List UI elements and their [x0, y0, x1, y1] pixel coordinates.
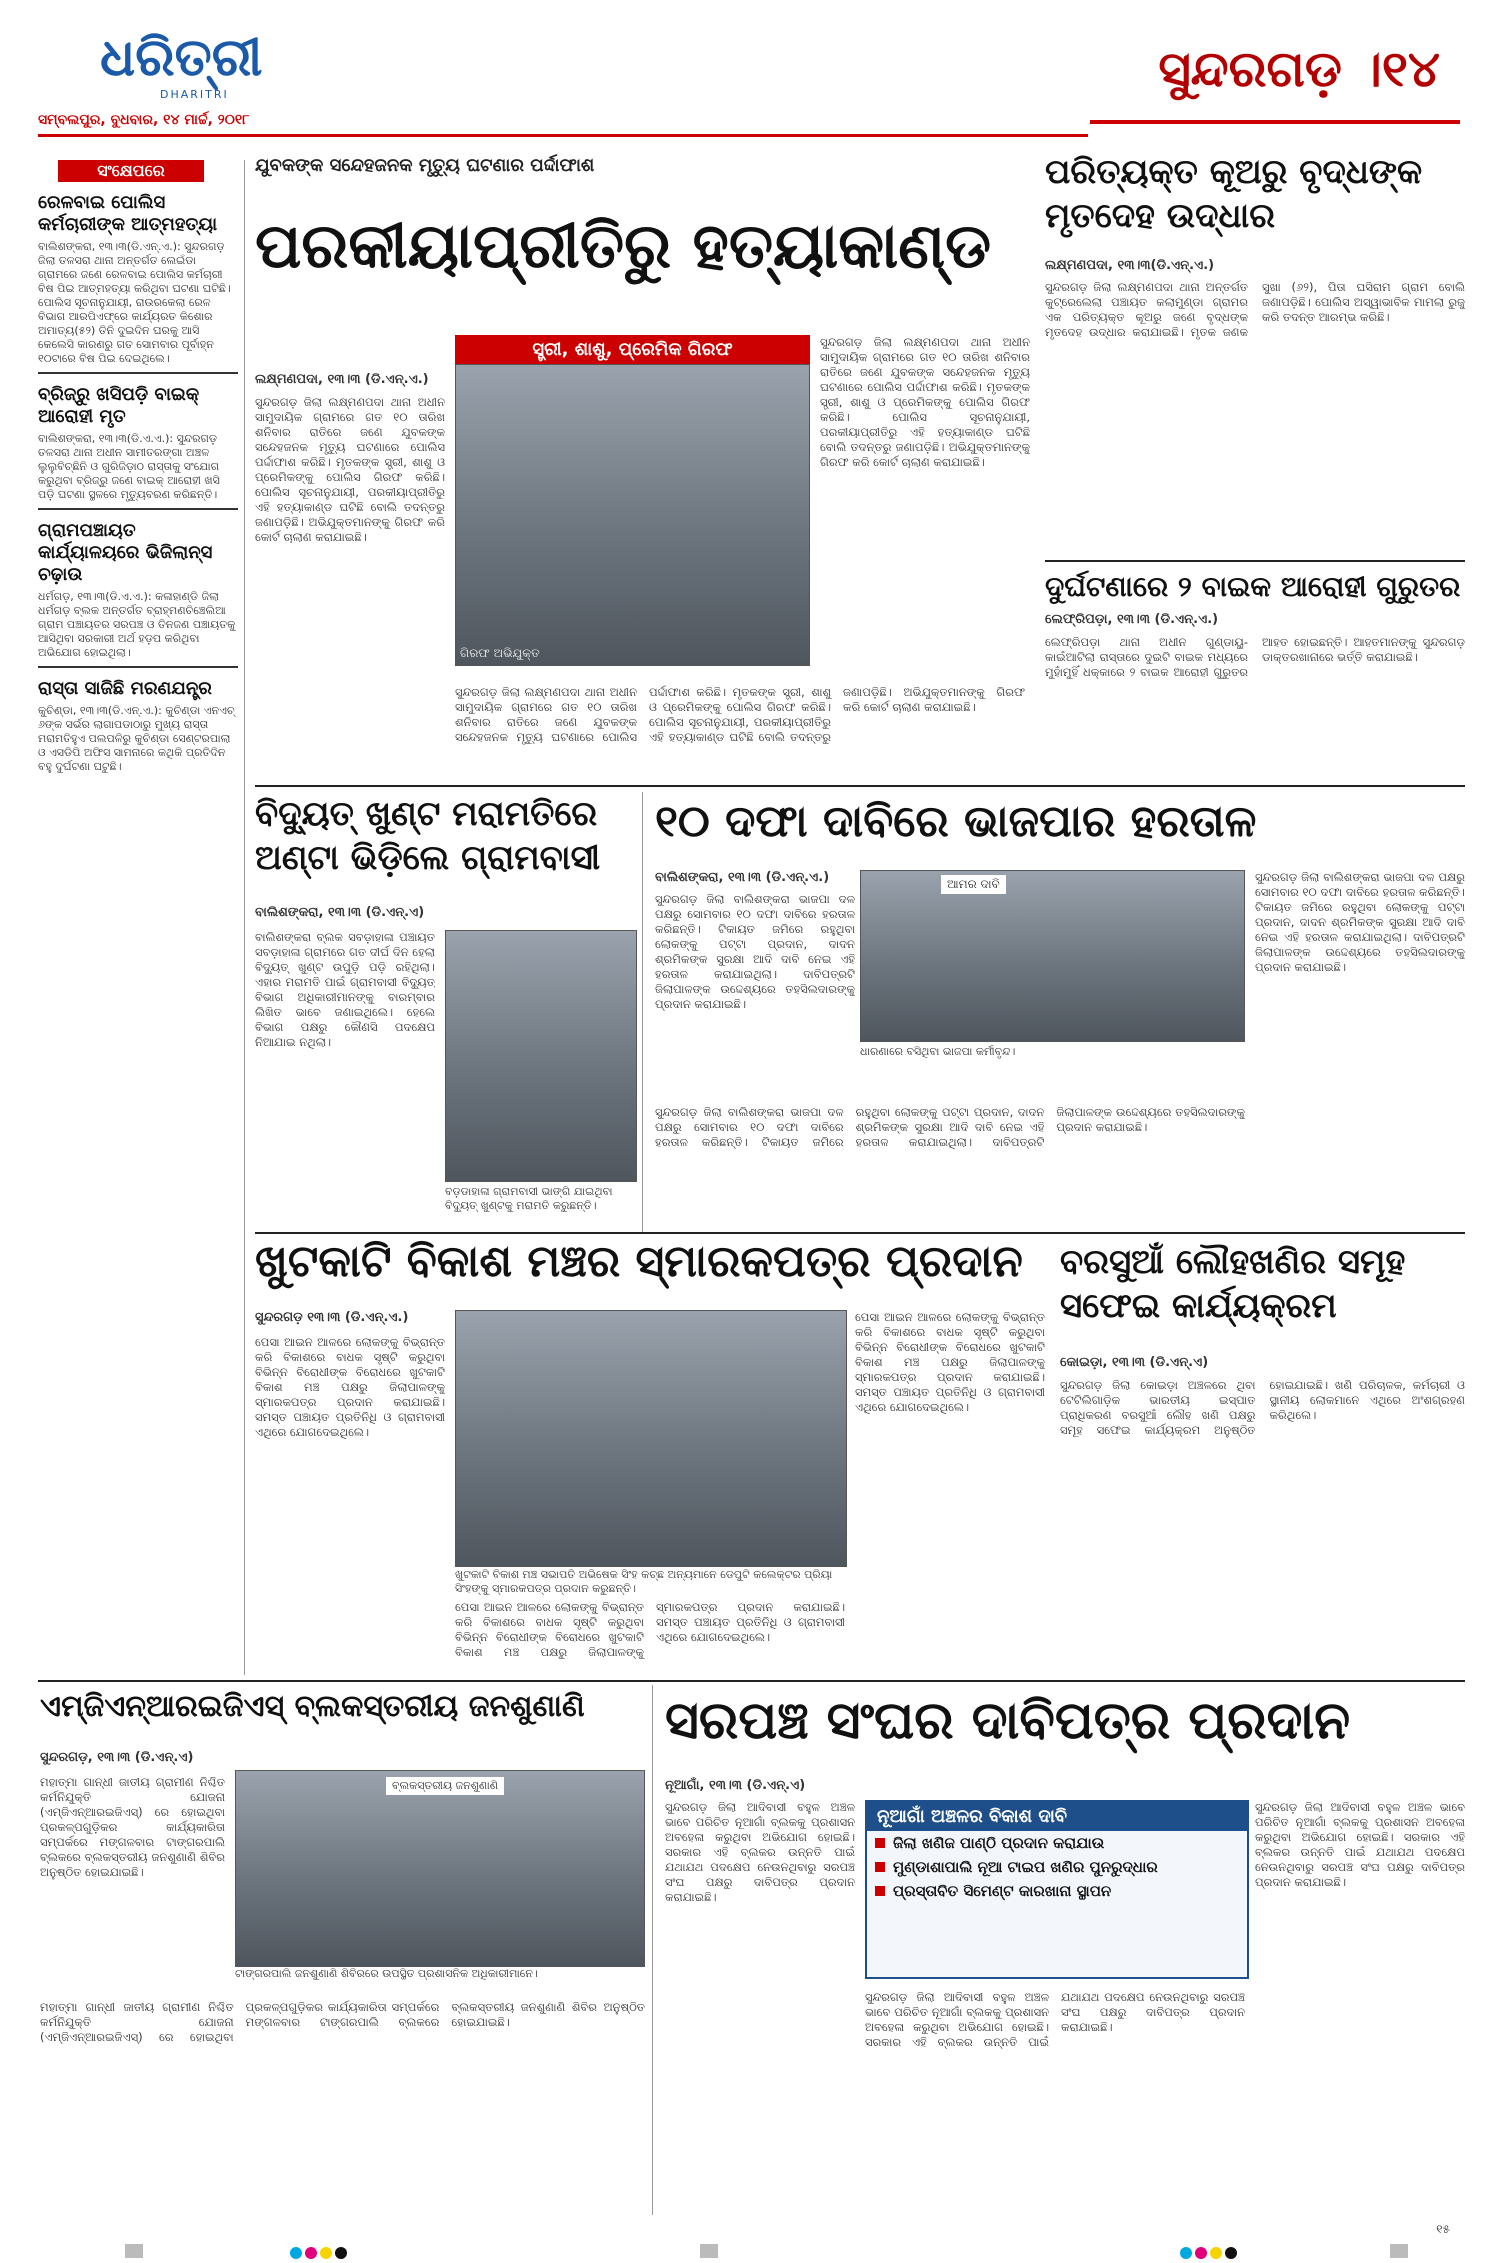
brief-text: କୁଚିଣ୍ଡା, ୧୩।୩(ଡି.ଏନ୍.ଏ.): କୁଚିଣ୍ଡା ଏନଏଚ୍ ୬ଙ୍କ ସର୍ଭର ଲାଗାପଡାଠାରୁ ମୁଖ୍ୟ ରାସ୍ତା ମରାମତିହୁଏ ପଲପଳିରୁ କୁଚିଣ୍ଡା ସେଣ୍ଟରପାଲା ଓ ଏସଡିପି ଅଫିସ ସାମନାରେ କଥିକି ପ୍ରତିଦିନ ବହୁ ଦୁର୍ଘଟଣା ଘଟୁଛି।	[38, 704, 235, 773]
story5-photo-caption: ଧାରଣାରେ ବସିଥିବା ଭାଜପା କର୍ମୀବୃନ୍ଦ।	[860, 1045, 1016, 1058]
divider	[255, 785, 1465, 787]
black-dot	[1225, 2247, 1237, 2259]
story5-photo-block	[860, 870, 1245, 1050]
lead-photo-block	[455, 335, 810, 675]
divider	[38, 508, 238, 510]
divider	[38, 1680, 1465, 1682]
story6-body-right: ପେସା ଆଇନ ଆଳରେ ଲୋକଙ୍କୁ ବିଭ୍ରାନ୍ତ କରି ବିକାଶରେ ବାଧକ ସୃଷ୍ଟି କରୁଥିବା ବିଭିନ୍ନ ବିରୋଧୀଙ୍କ ବିରୋଧରେ ଖୁଟକାଟି ବିକାଶ ମଞ୍ଚ ପକ୍ଷରୁ ଜିଲାପାଳଙ୍କୁ ସ୍ମାରକପତ୍ର ପ୍ରଦାନ କରାଯାଇଛି। ସମସ୍ତ ପଞ୍ଚାୟତ ପ୍ରତିନିଧି ଓ ଗ୍ରାମବାସୀ ଏଥିରେ ଯୋଗଦେଇଥିଲେ।	[855, 1310, 1045, 1414]
demand-item	[867, 1831, 1247, 1855]
lead-body: ସୁନ୍ଦରଗଡ଼ ଜିଲା ଲକ୍ଷ୍ମଣପଦା ଥାନା ଅଧୀନ ସାମୁଦାୟିକ ଗ୍ରାମରେ ଗତ ୧୦ ତାରିଖ ଶନିବାର ରାତିରେ ଜଣେ ଯୁବକଙ୍କ ସନ୍ଦେହଜନକ ମୃତ୍ୟୁ ଘଟଣାରେ ପୋଲିସ ପର୍ଦ୍ଦାଫାଶ କରିଛି। ମୃତକଙ୍କ ସ୍ତ୍ରୀ, ଶାଶୁ ଓ ପ୍ରେମିକଙ୍କୁ ପୋଲିସ ଗିରଫ କରିଛି। ପୋଲିସ ସୂଚନାନୁଯାୟୀ, ପରକୀୟାପ୍ରୀତିରୁ ଏହି ହତ୍ୟାକାଣ୍ଡ ଘଟିଛି ବୋଲି ତଦନ୍ତରୁ ଜଣାପଡ଼ିଛି। ଅଭିଯୁକ୍ତମାନଙ୍କୁ ଗିରଫ କରି କୋର୍ଟ ଚାଲାଣ କରାଯାଇଛି।	[255, 395, 445, 544]
logo-subtitle: DHARITRI	[160, 88, 229, 101]
story6-photo	[455, 1310, 847, 1567]
demand-item	[867, 1855, 1247, 1879]
demands-box-title: ନୂଆଗାଁ ଅଞ୍ଚଳର ବିକାଶ ଦାବି	[867, 1802, 1247, 1831]
story7-byline: କୋଇଡ଼ା, ୧୩।୩ (ଡି.ଏନ୍.ଏ)	[1060, 1355, 1209, 1370]
bullet-icon	[875, 1862, 885, 1872]
yellow-dot	[1210, 2247, 1222, 2259]
lead-headline: ପରକୀୟାପ୍ରୀତିରୁ ହତ୍ୟାକାଣ୍ଡ	[255, 209, 992, 282]
column-rule	[642, 792, 643, 1232]
brief-headline: ବ୍ରିଜ୍‌ରୁ ଖସିପଡ଼ି ବାଇକ୍ ଆରୋହୀ ମୃତ	[38, 384, 200, 427]
color-dots	[290, 2244, 350, 2263]
brief-text: ଧର୍ମଗଡ଼, ୧୩।୩(ଡି.ଏ.ଏ.): କଳାହାଣ୍ଡି ଜିଲା ଧର୍ମଗଡ଼ ବ୍ଲକ ଅନ୍ତର୍ଗତ ବ୍ରାହ୍ମଣଚିଞ୍ଚେଲିଆ ଗ୍ରାମ ପଞ୍ଚାୟତର ସରପଞ୍ଚ ଓ ତିନଜଣ ପଞ୍ଚାୟତକୁ ଆସିଥିବା ସରକାରୀ ଅର୍ଥ ହଡ଼ପ କରିଥିବା ଅଭିଯୋଗ ହୋଇଥିଲା।	[38, 590, 236, 659]
story4-body: ବାଲିଶଙ୍କରା ବ୍ଲକ ସବଡ଼ାହାଳା ପଞ୍ଚାୟତ ସବଡ଼ାହାଳା ଗ୍ରାମରେ ଗତ ଦୀର୍ଘ ଦିନ ହେଲା ବିଦ୍ୟୁତ୍ ଖୁଣ୍ଟ ଉପୁଡ଼ି ପଡ଼ି ରହିଥିଲା। ଏହାର ମରାମତି ପାଇଁ ଗ୍ରାମବାସୀ ବିଦ୍ୟୁତ୍ ବିଭାଗ ଅଧିକାରୀମାନଙ୍କୁ ବାରମ୍ବାର ଲିଖିତ ଭାବେ ଜଣାଇଥିଲେ। ହେଲେ ବିଭାଗ ପକ୍ଷରୁ କୌଣସି ପଦକ୍ଷେପ ନିଆଯାଇ ନଥିଲା।	[255, 930, 435, 1049]
print-registration-strip	[0, 2240, 1500, 2262]
cyan-dot	[1180, 2247, 1192, 2259]
story8-photo	[235, 1770, 645, 1967]
dateline-text: ସମ୍ବଲପୁର, ବୁଧବାର, ୧୪ ମାର୍ଚ୍ଚ, ୨୦୧୮	[38, 112, 250, 128]
story7-headline: ବରସୁଆଁ ଲୌହଖଣିର ସମୂହ ସଫେଇ କାର୍ଯ୍ୟକ୍ରମ	[1060, 1242, 1406, 1326]
lead-byline: ଲକ୍ଷ୍ମଣପଦା, ୧୩।୩ (ଡି.ଏନ୍.ଏ.)	[255, 372, 429, 387]
brief-headline: ରାସ୍ତା ସାଜିଛି ମରଣଯନ୍ତ୍ର	[38, 678, 212, 699]
bullet-icon	[875, 1886, 885, 1896]
story4-headline: ବିଦ୍ୟୁତ୍ ଖୁଣ୍ଟ ମରାମତିରେ ଅଣ୍ଟା ଭିଡ଼ିଲେ ଗ୍ରାମବାସୀ	[255, 794, 601, 878]
story6-headline: ଖୁଟକାଟି ବିକାଶ ମଞ୍ଚର ସ୍ମାରକପତ୍ର ପ୍ରଦାନ	[255, 1236, 1023, 1287]
story8-byline: ସୁନ୍ଦରଗଡ଼, ୧୩।୩ (ଡି.ଏନ୍.ଏ)	[40, 1750, 194, 1765]
story2-headline: ପରିତ୍ୟକ୍ତ କୂଅରୁ ବୃଦ୍ଧଙ୍କ ମୃତଦେହ ଉଦ୍ଧାର	[1045, 152, 1423, 236]
story4-photo-caption: ବଡ଼ଡାହାଳା ଗ୍ରାମବାସୀ ଭାଙ୍ଗି ଯାଇଥିବା ବିଦ୍ୟୁତ୍ ଖୁଣ୍ଟକୁ ମରାମତି କରୁଛନ୍ତି।	[445, 1185, 613, 1212]
story5-body-continued: ସୁନ୍ଦରଗଡ଼ ଜିଲା ବାଲିଶଙ୍କରା ଭାଜପା ଦଳ ପକ୍ଷରୁ ସୋମବାର ୧୦ ଦଫା ଦାବିରେ ହରତାଳ କରିଛନ୍ତି। ଟିକାୟତ ଜମିରେ ରହୁଥିବା ଲୋକଙ୍କୁ ପଟ୍ଟା ପ୍ରଦାନ, ଦାଦନ ଶ୍ରମିକଙ୍କ ସୁରକ୍ଷା ଆଦି ଦାବି ନେଇ ଏହି ହରତାଳ କରାଯାଇଥିଲା। ଦାବିପତ୍ରଟି ଜିଲାପାଳଙ୍କ ଉଦ୍ଦେଶ୍ୟରେ ତହସିଲଦାରଙ୍କୁ ପ୍ରଦାନ କରାଯାଇଛି।	[655, 1105, 1245, 1149]
color-dots	[1180, 2244, 1240, 2263]
photo-caption: ଗିରଫ ଅଭିଯୁକ୍ତ	[460, 646, 540, 660]
story6-photo-caption: ଖୁଟକାଟି ବିକାଶ ମଞ୍ଚ ସଭାପତି ଅଭିଷେକ ସିଂହ କଚ୍ଛ ଅନ୍ୟମାନେ ଡେପୁଟି କଲେକ୍ଟର ପ୍ରିୟା ସିଂହଙ୍କୁ ସ୍ମାରକପତ୍ର ପ୍ରଦାନ କରୁଛନ୍ତି।	[455, 1568, 833, 1595]
demands-box	[865, 1800, 1249, 1979]
header-rule	[1090, 120, 1460, 124]
divider	[255, 1232, 1465, 1234]
lead-body-continued: ସୁନ୍ଦରଗଡ଼ ଜିଲା ଲକ୍ଷ୍ମଣପଦା ଥାନା ଅଧୀନ ସାମୁଦାୟିକ ଗ୍ରାମରେ ଗତ ୧୦ ତାରିଖ ଶନିବାର ରାତିରେ ଜଣେ ଯୁବକଙ୍କ ସନ୍ଦେହଜନକ ମୃତ୍ୟୁ ଘଟଣାରେ ପୋଲିସ ପର୍ଦ୍ଦାଫାଶ କରିଛି। ମୃତକଙ୍କ ସ୍ତ୍ରୀ, ଶାଶୁ ଓ ପ୍ରେମିକଙ୍କୁ ପୋଲିସ ଗିରଫ କରିଛି। ପୋଲିସ ସୂଚନାନୁଯାୟୀ, ପରକୀୟାପ୍ରୀତିରୁ ଏହି ହତ୍ୟାକାଣ୍ଡ ଘଟିଛି ବୋଲି ତଦନ୍ତରୁ ଜଣାପଡ଼ିଛି। ଅଭିଯୁକ୍ତମାନଙ୍କୁ ଗିରଫ କରି କୋର୍ଟ ଚାଲାଣ କରାଯାଇଛି।	[455, 685, 1025, 744]
story5-byline: ବାଲିଶଙ୍କରା, ୧୩।୩ (ଡି.ଏନ୍.ଏ.)	[655, 870, 830, 885]
photo-banner: ବ୍ଲକସ୍ତରୀୟ ଜନଶୁଣାଣି	[386, 1777, 504, 1795]
demand-text: ମୁଣ୍ଡାଶାପାଲି ନୂଆ ଟାଇପ ଖଣିର ପୁନରୁଦ୍ଧାର	[893, 1858, 1158, 1876]
black-dot	[335, 2247, 347, 2259]
divider	[1045, 560, 1465, 562]
demand-text: ଜିଲା ଖଣିଜ ପାଣ୍ଠି ପ୍ରଦାନ କରାଯାଉ	[893, 1834, 1105, 1852]
lead-kicker: ଯୁବକଙ୍କ ସନ୍ଦେହଜନକ ମୃତ୍ୟୁ ଘଟଣାର ପର୍ଦ୍ଦାଫାଶ	[255, 155, 595, 176]
column-rule	[652, 1685, 653, 2215]
lead-body-right: ସୁନ୍ଦରଗଡ଼ ଜିଲା ଲକ୍ଷ୍ମଣପଦା ଥାନା ଅଧୀନ ସାମୁଦାୟିକ ଗ୍ରାମରେ ଗତ ୧୦ ତାରିଖ ଶନିବାର ରାତିରେ ଜଣେ ଯୁବକଙ୍କ ସନ୍ଦେହଜନକ ମୃତ୍ୟୁ ଘଟଣାରେ ପୋଲିସ ପର୍ଦ୍ଦାଫାଶ କରିଛି। ମୃତକଙ୍କ ସ୍ତ୍ରୀ, ଶାଶୁ ଓ ପ୍ରେମିକଙ୍କୁ ପୋଲିସ ଗିରଫ କରିଛି। ପୋଲିସ ସୂଚନାନୁଯାୟୀ, ପରକୀୟାପ୍ରୀତିରୁ ଏହି ହତ୍ୟାକାଣ୍ଡ ଘଟିଛି ବୋଲି ତଦନ୍ତରୁ ଜଣାପଡ଼ିଛି। ଅଭିଯୁକ୍ତମାନଙ୍କୁ ଗିରଫ କରି କୋର୍ଟ ଚାଲାଣ କରାଯାଇଛି।	[820, 335, 1030, 469]
column-rule	[244, 160, 245, 1675]
brief-text: ବାଲିଶଙ୍କରା, ୧୩।୩(ଡି.ଏନ୍.ଏ.): ସୁନ୍ଦରଗଡ଼ ଜିଲା ତଳସରା ଥାନା ଅନ୍ତର୍ଗତ ଲେଇଁଡା ଗ୍ରାମରେ ଜଣେ ରେଳବାଇ ପୋଲିସ କର୍ମଚାରୀ ବିଷ ପିଇ ଆତ୍ମହତ୍ୟା କରିଥିବା ଘଟଣା ଘଟିଛି। ପୋଲିସ ସୂଚନାନୁଯାୟୀ, ରାଉରକେଲା ରେଳ ବିଭାଗ ଆରପିଏଫ୍‌ରେ କାର୍ଯ୍ୟରତ କିଶୋର ଅମାତ୍ୟ(୫୨) ତିନି ଦୁଇଦିନ ଘରକୁ ଆସି କେଲେସି କାରଣରୁ ଗତ ସୋମବାର ପୂର୍ବାହ୍ନ ୧୦ଟାରେ ବିଷ ପିଇ ଦେଇଥିଲେ।	[38, 240, 231, 365]
story7-body: ସୁନ୍ଦରଗଡ଼ ଜିଲା କୋଇଡ଼ା ଅଞ୍ଚଳରେ ଥିବା ଟେଟିଲିଗାଡ଼ିକ ଭାରତୀୟ ଇସ୍ପାତ ପ୍ରାଧିକରଣ ବରସୁଆଁ ଲୌହ ଖଣି ପକ୍ଷରୁ ସମୂହ ସଫେଇ କାର୍ଯ୍ୟକ୍ରମ ଅନୁଷ୍ଠିତ ହୋଇଯାଇଛି। ଖଣି ପରିଚାଳକ, କର୍ମଚାରୀ ଓ ସ୍ଥାନୀୟ ଲୋକମାନେ ଏଥିରେ ଅଂଶଗ୍ରହଣ କରିଥିଲେ।	[1060, 1378, 1465, 1437]
registration-block	[125, 2244, 143, 2258]
story9-headline: ସରପଞ୍ଚ ସଂଘର ଦାବିପତ୍ର ପ୍ରଦାନ	[665, 1691, 1351, 1751]
story3-byline: ଲେଫ୍ରିପଡ଼ା, ୧୩।୩ (ଡି.ଏନ୍.ଏ.)	[1045, 612, 1219, 627]
brief-sidebar	[38, 160, 238, 1675]
divider	[38, 372, 238, 374]
brief-headline: ଗ୍ରାମପଞ୍ଚାୟତ କାର୍ଯ୍ୟାଳୟରେ ଭିଜିଲାନ୍ସ ଚଢ଼ାଉ	[38, 520, 213, 585]
demand-text: ପ୍ରସ୍ତାବିତ ସିମେଣ୍ଟ କାରଖାନା ସ୍ଥାପନ	[893, 1882, 1112, 1900]
divider	[38, 666, 238, 668]
story4-byline: ବାଲିଶଙ୍କରା, ୧୩।୩ (ଡି.ଏନ୍.ଏ)	[255, 905, 425, 920]
newspaper-logo	[100, 28, 263, 108]
magenta-dot	[305, 2247, 317, 2259]
brief-text: ବାଲିଶଙ୍କରା, ୧୩।୩(ଡି.ଏ.ଏ.): ସୁନ୍ଦରଗଡ଼ ତଳସରା ଥାନା ଅଧୀନ ସାମୀତରଙ୍ଗା ଅଞ୍ଚଳ ଲୁଲୁବିଚ୍ଛିନି ଓ ଗୁରିଜିଡ଼ାଠ ରାସ୍ତାକୁ ସଂଯୋଗ କରୁଥିବା ବ୍ରିଜ୍‌ରୁ ଜଣେ ବାଇକ୍ ଆରୋହୀ ଖସି ପଡ଼ି ଘଟଣା ସ୍ଥଳରେ ମୃତ୍ୟୁବରଣ କରିଛନ୍ତି।	[38, 432, 220, 501]
story6-byline: ସୁନ୍ଦରଗଡ଼ ୧୩।୩ (ଡି.ଏନ୍.ଏ.)	[255, 1310, 409, 1325]
magenta-dot	[1195, 2247, 1207, 2259]
story4-photo	[445, 930, 637, 1182]
photo-banner: ସ୍ତ୍ରୀ, ଶାଶୁ, ପ୍ରେମିକ ଗିରଫ	[455, 335, 810, 364]
sidebar-header: ସଂକ୍ଷେପରେ	[58, 160, 204, 182]
story6-body: ପେସା ଆଇନ ଆଳରେ ଲୋକଙ୍କୁ ବିଭ୍ରାନ୍ତ କରି ବିକାଶରେ ବାଧକ ସୃଷ୍ଟି କରୁଥିବା ବିଭିନ୍ନ ବିରୋଧୀଙ୍କ ବିରୋଧରେ ଖୁଟକାଟି ବିକାଶ ମଞ୍ଚ ପକ୍ଷରୁ ଜିଲାପାଳଙ୍କୁ ସ୍ମାରକପତ୍ର ପ୍ରଦାନ କରାଯାଇଛି। ସମସ୍ତ ପଞ୍ଚାୟତ ପ୍ରତିନିଧି ଓ ଗ୍ରାମବାସୀ ଏଥିରେ ଯୋଗଦେଇଥିଲେ।	[255, 1335, 445, 1439]
logo-text: ଧରିତ୍ରୀ	[100, 28, 263, 88]
lead-photo	[455, 364, 810, 666]
story8-body-continued: ମହାତ୍ମା ଗାନ୍ଧୀ ଜାତୀୟ ଗ୍ରାମୀଣ ନିଶ୍ଚିତ କର୍ମନିଯୁକ୍ତି ଯୋଜନା (ଏମ୍‌ଜିଏନ୍‌ଆରଇଜିଏସ୍) ରେ ହୋଇଥିବା ପ୍ରକଳ୍ପଗୁଡ଼ିକର କାର୍ଯ୍ୟକାରିତା ସମ୍ପର୍କରେ ମଙ୍ଗଳବାର ଟାଙ୍ଗରପାଲି ବ୍ଲକରେ ବ୍ଲକସ୍ତରୀୟ ଜନଶୁଣାଣି ଶିବିର ଅନୁଷ୍ଠିତ ହୋଇଯାଇଛି।	[40, 2000, 645, 2044]
story9-body: ସୁନ୍ଦରଗଡ଼ ଜିଲା ଆଦିବାସୀ ବହୁଳ ଅଞ୍ଚଳ ଭାବେ ପରିଚିତ ନୂଆଗାଁ ବ୍ଲକକୁ ପ୍ରଶାସନ ଅବହେଳା କରୁଥିବା ଅଭିଯୋଗ ହୋଇଛି। ସରକାର ଏହି ବ୍ଲକର ଉନ୍ନତି ପାଇଁ ଯଥାଯଥ ପଦକ୍ଷେପ ନେଉନଥିବାରୁ ସରପଞ୍ଚ ସଂଘ ପକ୍ଷରୁ ଦାବିପତ୍ର ପ୍ରଦାନ କରାଯାଇଛି।	[665, 1800, 855, 1904]
story5-body: ସୁନ୍ଦରଗଡ଼ ଜିଲା ବାଲିଶଙ୍କରା ଭାଜପା ଦଳ ପକ୍ଷରୁ ସୋମବାର ୧୦ ଦଫା ଦାବିରେ ହରତାଳ କରିଛନ୍ତି। ଟିକାୟତ ଜମିରେ ରହୁଥିବା ଲୋକଙ୍କୁ ପଟ୍ଟା ପ୍ରଦାନ, ଦାଦନ ଶ୍ରମିକଙ୍କ ସୁରକ୍ଷା ଆଦି ଦାବି ନେଇ ଏହି ହରତାଳ କରାଯାଇଥିଲା। ଦାବିପତ୍ରଟି ଜିଲାପାଳଙ୍କ ଉଦ୍ଦେଶ୍ୟରେ ତହସିଲଦାରଙ୍କୁ ପ୍ରଦାନ କରାଯାଇଛି।	[655, 892, 855, 1011]
story5-photo	[860, 870, 1245, 1042]
brief-headline: ରେଳବାଇ ପୋଲିସ କର୍ମଚାରୀଙ୍କ ଆତ୍ମହତ୍ୟା	[38, 192, 218, 235]
demand-item	[867, 1879, 1247, 1903]
story6-body-continued: ପେସା ଆଇନ ଆଳରେ ଲୋକଙ୍କୁ ବିଭ୍ରାନ୍ତ କରି ବିକାଶରେ ବାଧକ ସୃଷ୍ଟି କରୁଥିବା ବିଭିନ୍ନ ବିରୋଧୀଙ୍କ ବିରୋଧରେ ଖୁଟକାଟି ବିକାଶ ମଞ୍ଚ ପକ୍ଷରୁ ଜିଲାପାଳଙ୍କୁ ସ୍ମାରକପତ୍ର ପ୍ରଦାନ କରାଯାଇଛି। ସମସ୍ତ ପଞ୍ଚାୟତ ପ୍ରତିନିଧି ଓ ଗ୍ରାମବାସୀ ଏଥିରେ ଯୋଗଦେଇଥିଲେ।	[455, 1600, 845, 1659]
cyan-dot	[290, 2247, 302, 2259]
story9-body-right: ସୁନ୍ଦରଗଡ଼ ଜିଲା ଆଦିବାସୀ ବହୁଳ ଅଞ୍ଚଳ ଭାବେ ପରିଚିତ ନୂଆଗାଁ ବ୍ଲକକୁ ପ୍ରଶାସନ ଅବହେଳା କରୁଥିବା ଅଭିଯୋଗ ହୋଇଛି। ସରକାର ଏହି ବ୍ଲକର ଉନ୍ନତି ପାଇଁ ଯଥାଯଥ ପଦକ୍ଷେପ ନେଉନଥିବାରୁ ସରପଞ୍ଚ ସଂଘ ପକ୍ଷରୁ ଦାବିପତ୍ର ପ୍ରଦାନ କରାଯାଇଛି।	[1255, 1800, 1465, 1889]
registration-block	[700, 2244, 718, 2258]
story8-body: ମହାତ୍ମା ଗାନ୍ଧୀ ଜାତୀୟ ଗ୍ରାମୀଣ ନିଶ୍ଚିତ କର୍ମନିଯୁକ୍ତି ଯୋଜନା (ଏମ୍‌ଜିଏନ୍‌ଆରଇଜିଏସ୍) ରେ ହୋଇଥିବା ପ୍ରକଳ୍ପଗୁଡ଼ିକର କାର୍ଯ୍ୟକାରିତା ସମ୍ପର୍କରେ ମଙ୍ଗଳବାର ଟାଙ୍ଗରପାଲି ବ୍ଲକରେ ବ୍ଲକସ୍ତରୀୟ ଜନଶୁଣାଣି ଶିବିର ଅନୁଷ୍ଠିତ ହୋଇଯାଇଛି।	[40, 1775, 225, 1879]
story9-byline: ନୂଆଗାଁ, ୧୩।୩ (ଡି.ଏନ୍.ଏ)	[665, 1778, 806, 1793]
yellow-dot	[320, 2247, 332, 2259]
story3-headline: ଦୁର୍ଘଟଣାରେ ୨ ବାଇକ ଆରୋହୀ ଗୁରୁତର	[1045, 570, 1461, 603]
registration-block	[1390, 2244, 1408, 2258]
story8-photo-caption: ଟାଙ୍ଗରପାଲି ଜନଶୁଣାଣି ଶିବିରରେ ଉପସ୍ଥିତ ପ୍ରଶାସନିକ ଅଧିକାରୀମାନେ।	[235, 1967, 538, 1980]
story5-headline: ୧୦ ଦଫା ଦାବିରେ ଭାଜପାର ହରତାଳ	[655, 796, 1257, 847]
section-title: ସୁନ୍ଦରଗଡ଼ ।୧୪	[1158, 40, 1440, 98]
page-number: ୧୫	[1436, 2222, 1450, 2236]
photo-banner: ଆମର ଦାବି	[941, 875, 1006, 894]
dateline	[38, 112, 1088, 137]
story9-body-continued: ସୁନ୍ଦରଗଡ଼ ଜିଲା ଆଦିବାସୀ ବହୁଳ ଅଞ୍ଚଳ ଭାବେ ପରିଚିତ ନୂଆଗାଁ ବ୍ଲକକୁ ପ୍ରଶାସନ ଅବହେଳା କରୁଥିବା ଅଭିଯୋଗ ହୋଇଛି। ସରକାର ଏହି ବ୍ଲକର ଉନ୍ନତି ପାଇଁ ଯଥାଯଥ ପଦକ୍ଷେପ ନେଉନଥିବାରୁ ସରପଞ୍ଚ ସଂଘ ପକ୍ଷରୁ ଦାବିପତ୍ର ପ୍ରଦାନ କରାଯାଇଛି।	[865, 1990, 1245, 2049]
story3-body: ଲେଫ୍ରିପଡ଼ା ଥାନା ଅଧୀନ ଗୁଣ୍ଡାୟୁ-କାଇଁଆଟିଲା ରାସ୍ତାରେ ଦୁଇଟି ବାଇକ ମଧ୍ୟରେ ମୁହାଁମୁହିଁ ଧକ୍କାରେ ୨ ବାଇକ ଆରୋହୀ ଗୁରୁତର ଆହତ ହୋଇଛନ୍ତି। ଆହତମାନଙ୍କୁ ସୁନ୍ଦରଗଡ଼ ଡାକ୍ତରଖାନାରେ ଭର୍ତ୍ତି କରାଯାଇଛି।	[1045, 635, 1465, 679]
bullet-icon	[875, 1838, 885, 1848]
story8-photo-block	[235, 1770, 645, 1985]
story5-body-right: ସୁନ୍ଦରଗଡ଼ ଜିଲା ବାଲିଶଙ୍କରା ଭାଜପା ଦଳ ପକ୍ଷରୁ ସୋମବାର ୧୦ ଦଫା ଦାବିରେ ହରତାଳ କରିଛନ୍ତି। ଟିକାୟତ ଜମିରେ ରହୁଥିବା ଲୋକଙ୍କୁ ପଟ୍ଟା ପ୍ରଦାନ, ଦାଦନ ଶ୍ରମିକଙ୍କ ସୁରକ୍ଷା ଆଦି ଦାବି ନେଇ ଏହି ହରତାଳ କରାଯାଇଥିଲା। ଦାବିପତ୍ରଟି ଜିଲାପାଳଙ୍କ ଉଦ୍ଦେଶ୍ୟରେ ତହସିଲଦାରଙ୍କୁ ପ୍ରଦାନ କରାଯାଇଛି।	[1255, 870, 1465, 974]
story2-byline: ଲକ୍ଷ୍ମଣପଦା, ୧୩।୩(ଡି.ଏନ୍.ଏ.)	[1045, 258, 1215, 273]
story8-headline: ଏମ୍‌ଜିଏନ୍‌ଆରଇଜିଏସ୍ ବ୍ଲକସ୍ତରୀୟ ଜନଶୁଣାଣି	[40, 1689, 585, 1724]
story2-body: ସୁନ୍ଦରଗଡ଼ ଜିଲା ଲକ୍ଷ୍ମଣପଦା ଥାନା ଅନ୍ତର୍ଗତ କୁଟ୍ରେଲେଲା ପଞ୍ଚାୟତ କଲାମୁଣ୍ଡା ଗ୍ରାମର ଏକ ପରିତ୍ୟକ୍ତ କୂଅରୁ ଜଣେ ବୃଦ୍ଧଙ୍କ ମୃତଦେହ ଉଦ୍ଧାର କରାଯାଇଛି। ମୃତକ ଜଣକ ସୁଖା (୬୨), ପିତା ଘସିରାମ ଗ୍ରାମ ବୋଲି ଜଣାପଡ଼ିଛି। ପୋଲିସ ଅସ୍ୱାଭାବିକ ମାମଲା ରୁଜୁ କରି ତଦନ୍ତ ଆରମ୍ଭ କରିଛି।	[1045, 280, 1465, 339]
